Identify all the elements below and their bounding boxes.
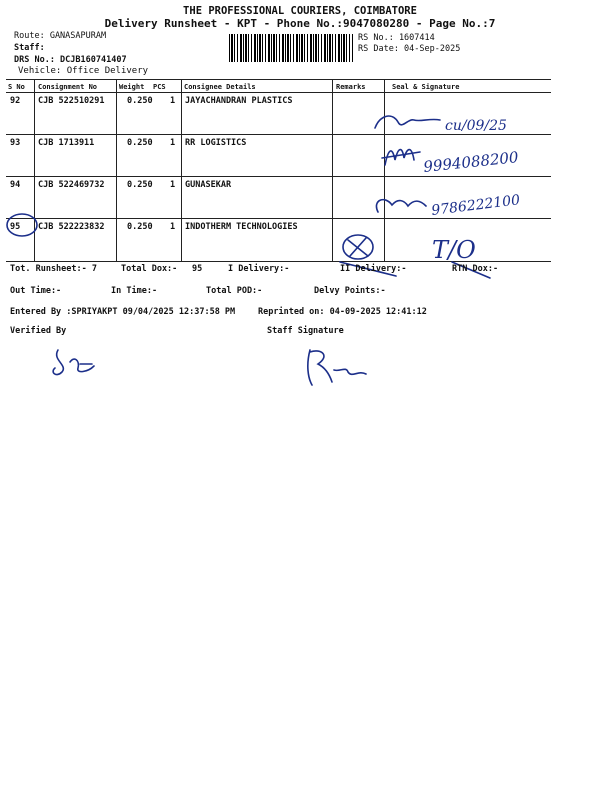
header-remarks: Remarks: [336, 83, 366, 91]
rs-date: RS Date: 04-Sep-2025: [358, 44, 461, 54]
row-pcs: 1: [170, 96, 176, 106]
row-consignment: CJB 522510291: [38, 96, 105, 106]
handwritten-date: cu/09/25: [445, 118, 507, 134]
staff-signature-label: Staff Signature: [267, 326, 344, 336]
verified-by-label: Verified By: [10, 326, 67, 336]
row-consignment: CJB 522223832: [38, 222, 105, 232]
row-pcs: 1: [170, 138, 176, 148]
staff-signature-mark: [308, 350, 366, 385]
row-sno: 95: [10, 222, 21, 232]
reprinted-on: Reprinted on: 04-09-2025 12:41:12: [258, 307, 427, 317]
circle-mark: [7, 214, 37, 236]
row-sno: 94: [10, 180, 21, 190]
rs-number: RS No.: 1607414: [358, 33, 435, 43]
out-time: Out Time:-: [10, 286, 62, 296]
header-consignee: Consignee Details: [184, 83, 256, 91]
header-sno: S No: [8, 83, 25, 91]
tot-runsheet: Tot. Runsheet:- 7: [10, 264, 97, 274]
header-seal-signature: Seal & Signature: [392, 83, 460, 91]
row-pcs: 1: [170, 180, 176, 190]
handwritten-phone: 9994088200: [422, 148, 520, 176]
runsheet-subtitle: Delivery Runsheet - KPT - Phone No.:9047080280 - Page No.:7: [104, 17, 496, 30]
in-time: In Time:-: [111, 286, 158, 296]
handwritten-phone: 9786222100: [430, 192, 521, 219]
row-pcs: 1: [170, 222, 176, 232]
row-consignee: JAYACHANDRAN PLASTICS: [185, 96, 293, 106]
header-consignment: Consignment No: [38, 83, 98, 91]
row-consignee: INDOTHERM TECHNOLOGIES: [185, 222, 298, 232]
row-weight: 0.250: [127, 138, 153, 148]
signature-scribble: [376, 200, 426, 212]
row-weight: 0.250: [127, 222, 153, 232]
signature-scribble: [375, 116, 440, 128]
route-label: Route: GANASAPURAM: [14, 31, 107, 41]
row-consignment: CJB 1713911: [38, 138, 95, 148]
header-pcs: PCS: [153, 83, 166, 91]
header-weight: Weight: [119, 83, 145, 91]
row-weight: 0.250: [127, 96, 153, 106]
total-pod: Total POD:-: [206, 286, 263, 296]
row-sno: 92: [10, 96, 21, 106]
total-dox-value: 95: [192, 264, 203, 274]
row-sno: 93: [10, 138, 21, 148]
row-consignment: CJB 522469732: [38, 180, 105, 190]
staff-label: Staff:: [14, 43, 45, 53]
drs-number: DRS No.: DCJB160741407: [14, 55, 127, 65]
handwritten-to: T/O: [432, 236, 476, 264]
signature-scribble: [382, 150, 420, 165]
row-weight: 0.250: [127, 180, 153, 190]
ii-delivery: II Delivery:-: [340, 264, 407, 274]
total-dox-label: Total Dox:-: [121, 264, 178, 274]
remarks-cross-mark: [348, 238, 368, 256]
vehicle-label: Vehicle: Office Delivery: [18, 66, 149, 76]
delvy-points: Delvy Points:-: [314, 286, 386, 296]
i-delivery: I Delivery:-: [228, 264, 290, 274]
rtn-dox: RTN Dox:-: [452, 264, 499, 274]
verified-signature: [53, 350, 94, 375]
row-consignee: RR LOGISTICS: [185, 138, 247, 148]
company-title: THE PROFESSIONAL COURIERS, COIMBATORE: [183, 5, 417, 17]
row-consignee: GUNASEKAR: [185, 180, 232, 190]
entered-by: Entered By :SPRIYAKPT 09/04/2025 12:37:58 PM: [10, 307, 236, 317]
